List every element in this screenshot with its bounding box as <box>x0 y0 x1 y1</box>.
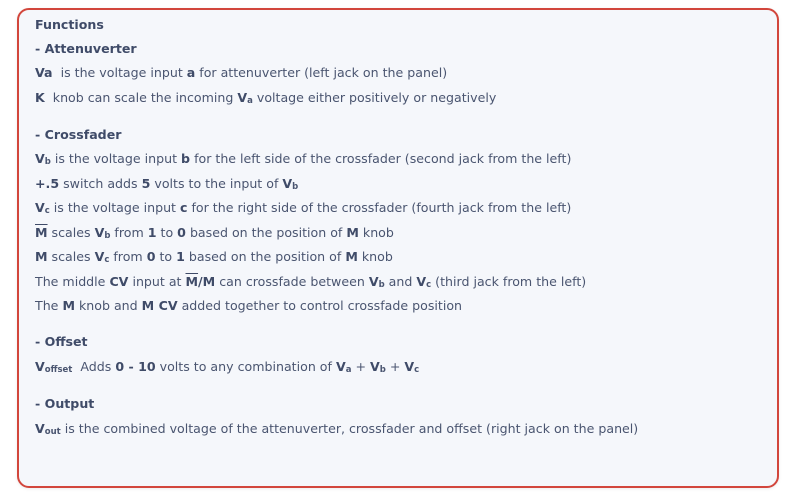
text-segment: CV <box>109 274 129 289</box>
text-segment: 1 <box>147 225 157 240</box>
text-segment: from <box>110 225 148 240</box>
text-segment: is the voltage input <box>49 200 180 215</box>
text-segment: c <box>44 206 50 216</box>
text-segment: 0 <box>177 225 186 240</box>
text-segment: scales <box>47 249 95 264</box>
description-line <box>35 359 419 378</box>
text-segment: V <box>237 90 248 105</box>
text-segment: knob and <box>74 298 142 313</box>
functions-title: Functions <box>35 17 104 32</box>
text-segment: (third jack from the left) <box>431 274 587 289</box>
text-segment: knob can scale the incoming <box>44 90 238 105</box>
text-segment: + <box>351 359 371 374</box>
text-segment: for attenuverter (left jack on the panel) <box>195 65 448 80</box>
section-heading: - Attenuverter <box>35 41 137 56</box>
text-segment: a <box>186 65 196 80</box>
text-segment: to <box>156 225 178 240</box>
text-segment: V <box>282 176 293 191</box>
description-line <box>35 249 393 268</box>
text-segment: b <box>181 151 191 166</box>
description-line <box>35 151 571 170</box>
text-segment: c <box>180 200 188 215</box>
text-segment: V <box>335 359 346 374</box>
text-segment: Va <box>35 65 53 80</box>
text-segment: The <box>35 298 63 313</box>
text-segment: is the combined voltage of the attenuverter, crossfader and offset (right jack on the panel) <box>60 421 639 436</box>
text-segment: 0 - 10 <box>115 359 156 374</box>
text-segment: M <box>62 298 75 313</box>
text-segment: knob <box>357 249 393 264</box>
text-segment: is the voltage input <box>50 151 182 166</box>
text-segment: V <box>94 225 105 240</box>
text-segment: added together to control crossfade position <box>177 298 463 313</box>
text-segment: M <box>35 249 48 264</box>
text-segment: volts to the input of <box>150 176 283 191</box>
text-segment: switch adds <box>59 176 142 191</box>
functions-panel <box>17 8 779 488</box>
text-segment: V <box>35 421 45 436</box>
text-segment: c <box>426 280 432 290</box>
text-segment: to <box>155 249 177 264</box>
text-segment: V <box>370 359 380 374</box>
text-segment: /M <box>198 274 216 289</box>
text-segment: b <box>292 182 299 192</box>
text-segment: 1 <box>176 249 185 264</box>
text-segment: Adds <box>72 359 116 374</box>
text-segment: c <box>104 255 110 265</box>
section-heading: - Output <box>35 396 95 411</box>
text-segment: M <box>346 225 359 240</box>
description-line <box>35 225 394 244</box>
section-heading: - Crossfader <box>35 127 122 142</box>
text-segment: based on the position of <box>184 249 346 264</box>
text-segment: 5 <box>141 176 151 191</box>
text-segment: V <box>35 359 45 374</box>
text-segment: V <box>94 249 105 264</box>
text-segment: $\overline{M}$ <box>35 225 48 240</box>
text-segment: scales <box>47 225 95 240</box>
text-segment: M <box>345 249 358 264</box>
text-segment: c <box>414 365 420 375</box>
text-segment: for the left side of the crossfader (second jack from the left) <box>190 151 572 166</box>
text-segment: $\overline{M}$ <box>185 274 199 289</box>
description-line <box>35 90 496 109</box>
description-line <box>35 421 638 440</box>
text-segment: The middle <box>35 274 110 289</box>
text-segment: b <box>379 365 386 375</box>
text-segment: K <box>35 90 45 105</box>
text-segment: M CV <box>141 298 178 313</box>
text-segment: V <box>368 274 379 289</box>
text-segment: V <box>35 151 45 166</box>
description-line <box>35 200 571 219</box>
text-segment: b <box>378 280 385 290</box>
text-segment: for the right side of the crossfader (fourth jack from the left) <box>187 200 572 215</box>
text-segment: +.5 <box>35 176 60 191</box>
text-segment: offset <box>44 365 73 375</box>
description-line <box>35 65 447 81</box>
text-segment: V <box>404 359 415 374</box>
text-segment: b <box>104 231 111 241</box>
text-segment: a <box>247 96 253 106</box>
description-line <box>35 274 586 293</box>
text-segment: input at <box>128 274 186 289</box>
text-segment: out <box>44 427 61 437</box>
text-segment: 0 <box>146 249 156 264</box>
text-segment: voltage either positively or negatively <box>252 90 497 105</box>
description-line <box>35 176 298 195</box>
text-segment: from <box>109 249 147 264</box>
section-heading: - Offset <box>35 334 88 349</box>
text-segment: and <box>384 274 417 289</box>
text-segment: V <box>416 274 427 289</box>
text-segment: knob <box>358 225 394 240</box>
text-segment: + <box>385 359 405 374</box>
text-segment: b <box>44 157 51 167</box>
text-segment: can crossfade between <box>215 274 369 289</box>
text-segment: is the voltage input <box>52 65 187 80</box>
text-segment: based on the position of <box>185 225 347 240</box>
description-line <box>35 298 462 314</box>
text-segment: a <box>345 365 352 375</box>
text-segment: volts to any combination of <box>155 359 336 374</box>
text-segment: V <box>35 200 45 215</box>
